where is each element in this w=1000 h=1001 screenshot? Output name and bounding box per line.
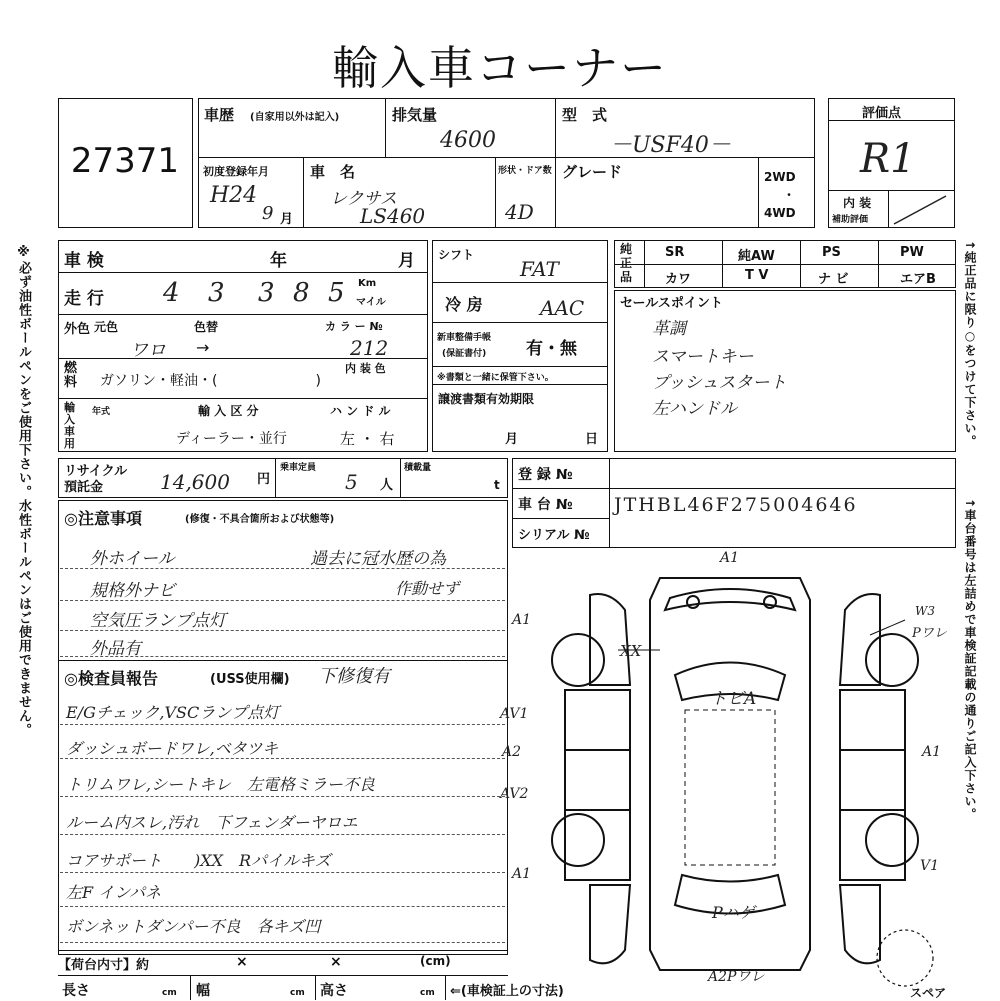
note-extra: 作動せず: [395, 579, 460, 598]
spare-label: スペア: [910, 986, 947, 1000]
genuine-item: カワ: [665, 272, 692, 287]
transfer-month: 月: [505, 432, 519, 447]
ext-color-label: 外色: [64, 322, 91, 337]
cargo-label: 【荷台内寸】約: [58, 958, 150, 973]
transfer-label: 譲渡書類有効期限: [438, 392, 535, 406]
capacity-label: 乗車定員: [280, 463, 317, 473]
inspector-sub: (USS使用欄): [210, 672, 290, 687]
inspection-label: 車 検: [64, 251, 104, 271]
genuine-item: エアB: [900, 272, 936, 287]
mileage-digit: 5: [328, 278, 345, 308]
lot-number-box: [58, 98, 193, 228]
recycle-label-2: 預託金: [64, 480, 104, 495]
genuine-item: 純AW: [738, 249, 775, 264]
note-extra: 過去に冠水歴の為: [310, 549, 446, 569]
sales-point: 左ハンドル: [652, 399, 737, 419]
damage-mark: A1: [512, 866, 532, 882]
note-line: 規格外ナビ: [90, 581, 175, 601]
damage-mark: Pワレ: [912, 626, 947, 641]
evaluation-label: 評価点: [862, 106, 902, 121]
sales-point: プッシュスタート: [652, 373, 787, 393]
color-arrow: →: [196, 338, 210, 357]
handle-label: ハ ン ド ル: [330, 404, 391, 418]
genuine-item: PW: [900, 245, 924, 260]
import-category-label: 輸 入 区 分: [198, 404, 259, 418]
load-unit: t: [494, 478, 500, 492]
inspector-line: E/Gチェック,VSCランプ点灯: [66, 703, 280, 722]
drive-4wd: 4WD: [764, 206, 796, 220]
damage-mark: A1: [720, 550, 740, 566]
note-line: 空気圧ランプ点灯: [90, 611, 226, 631]
displacement-label: 排気量: [392, 106, 438, 124]
aircon-value: AAC: [540, 296, 585, 320]
damage-mark: AV2: [500, 786, 529, 802]
fuel-label: 燃料: [64, 361, 78, 390]
first-reg-era: H24: [210, 183, 258, 208]
note-line: 外ホイール: [90, 549, 175, 569]
damage-mark: A1: [512, 612, 532, 628]
inspection-year: 年: [270, 251, 287, 271]
manual-value: 有・無: [526, 339, 577, 359]
mileage-digit: 4: [163, 278, 180, 308]
body-type-value: 4D: [505, 200, 534, 224]
inspector-line: ルーム内スレ,汚れ 下フェンダーヤロエ: [66, 813, 358, 832]
storage-note: ※書類と一緒に保管下さい。: [437, 373, 554, 383]
first-reg-month-unit: 月: [280, 212, 294, 227]
damage-mark: AV1: [500, 706, 529, 722]
damage-mark: A1: [922, 744, 942, 760]
inspector-label: ◎検査員報告: [64, 669, 158, 688]
aircon-label: 冷 房: [445, 295, 483, 314]
manual-label: 新車整備手帳: [437, 333, 492, 343]
cargo-length: 長さ: [62, 983, 90, 999]
cargo-unit: (cm): [420, 954, 451, 968]
first-reg-month: 9: [262, 203, 274, 224]
car-damage-diagram: [510, 550, 960, 1000]
shift-label: シフト: [438, 248, 475, 262]
history-note: (自家用以外は記入): [250, 112, 340, 123]
handle-value: 左 ・ 右: [340, 430, 395, 448]
load-label: 積載量: [404, 463, 432, 473]
shift-value: FAT: [520, 257, 559, 281]
import-label: 輸入車用: [64, 401, 75, 450]
damage-mark: W3: [915, 604, 935, 618]
genuine-item: T V: [745, 268, 769, 283]
import-year-label: 年式: [92, 407, 111, 417]
chassis-label: 車 台 №: [518, 497, 573, 513]
capacity-unit: 人: [380, 478, 394, 493]
damage-mark: トビA: [710, 689, 757, 709]
damage-mark: A2: [502, 744, 522, 760]
history-label: 車歴: [204, 106, 235, 124]
import-category: ディーラー・並行: [176, 431, 287, 447]
cargo-height: 高さ: [320, 983, 348, 999]
inspection-month: 月: [398, 251, 415, 271]
fuel-options: ガソリン・軽油・( ): [100, 373, 321, 389]
color-code-value: 212: [350, 336, 389, 360]
mileage-digit: 3: [208, 278, 225, 308]
damage-mark: XX: [620, 642, 642, 660]
model-code-value: －USF40－: [610, 133, 731, 158]
damage-mark: Pハゲ: [712, 903, 755, 922]
inspector-line: ダッシュボードワレ,ベタツキ: [66, 739, 279, 758]
inspector-header-note: 下修復有: [318, 666, 390, 687]
registration-label: 登 録 №: [518, 467, 573, 483]
genuine-item: PS: [822, 245, 841, 260]
sales-point: スマートキー: [652, 347, 754, 367]
mileage-label: 走 行: [64, 289, 104, 309]
recycle-label: リサイクル: [64, 464, 128, 479]
evaluation-score: R1: [860, 136, 916, 182]
lot-number: 27371: [70, 141, 180, 181]
car-maker: レクサス: [330, 189, 397, 209]
first-reg-label: 初度登録年月: [203, 165, 269, 178]
capacity-value: 5: [345, 470, 358, 494]
interior-label: 内 装: [843, 196, 872, 210]
cargo-cm: cm: [290, 988, 305, 998]
drive-dot: ・: [783, 188, 796, 202]
orig-color-label: 元色: [94, 320, 119, 334]
inspector-line: コアサポート )XX Rパイルキズ: [66, 851, 331, 870]
inspector-line: 左F インパネ: [66, 883, 162, 902]
mileage-digit: 8: [293, 278, 310, 308]
page-title: 輸入車コーナー: [332, 41, 668, 95]
transfer-day: 日: [585, 432, 599, 447]
mileage-unit-mile: マイル: [356, 297, 386, 308]
note-line: 外品有: [90, 639, 141, 659]
chassis-value: JTHBL46F275004646: [614, 494, 858, 516]
cargo-x: ×: [330, 954, 342, 970]
mileage-unit-km: Km: [358, 278, 377, 289]
repaint-label: 色替: [194, 320, 219, 334]
color-code-label: カ ラ ー №: [325, 320, 383, 333]
damage-mark: V1: [920, 858, 940, 874]
mileage-digit: 3: [258, 278, 275, 308]
genuine-item: ナ ビ: [818, 272, 849, 287]
cargo-width: 幅: [196, 983, 210, 999]
grade-label: グレード: [562, 163, 623, 181]
side-note-right-genuine: ↑純正品に限り○をつけて下さい。: [963, 240, 977, 449]
genuine-label: 純正品: [620, 242, 633, 284]
damage-mark: A2Pワレ: [708, 969, 765, 985]
inspector-line: ボンネットダンパー不良 各キズ凹: [66, 917, 321, 936]
orig-color-value: ワロ: [130, 340, 166, 361]
recycle-unit: 円: [257, 472, 271, 487]
body-type-label: 形状・ドア数: [498, 166, 552, 176]
inspector-line: トリムワレ,シートキレ 左電格ミラー不良: [66, 775, 375, 794]
notes-label: ◎注意事項: [64, 509, 142, 528]
cargo-note: ⇐(車検証上の寸法): [450, 984, 564, 999]
side-note-left: ※必ず油性ボールペンをご使用下さい。水性ボールペンはご使用できません。: [16, 245, 31, 737]
cargo-cm: cm: [420, 988, 435, 998]
recycle-value: 14,600: [160, 470, 230, 494]
mileage-digits: [118, 276, 388, 310]
serial-label: シリアル №: [518, 528, 590, 543]
interior-slash: [890, 192, 952, 226]
cargo-x: ×: [236, 954, 248, 970]
car-model: LS460: [360, 204, 426, 228]
cargo-cm: cm: [162, 988, 177, 998]
sales-point: 革調: [652, 319, 686, 339]
interior-color-label: 内 装 色: [345, 362, 386, 375]
notes-sub: (修復・不具合箇所および状態等): [185, 514, 335, 525]
side-note-right-chassis: ↑車台番号は左詰めで車検証記載の通りご記入下さい。: [963, 498, 977, 822]
interior-sub: 補助評価: [832, 215, 869, 225]
drive-2wd: 2WD: [764, 170, 796, 184]
manual-sub: (保証書付): [442, 349, 487, 359]
displacement-value: 4600: [440, 128, 496, 153]
model-code-label: 型 式: [562, 106, 608, 124]
genuine-item: SR: [665, 245, 685, 260]
car-name-label: 車 名: [310, 163, 356, 181]
sales-points-label: セールスポイント: [620, 296, 723, 311]
